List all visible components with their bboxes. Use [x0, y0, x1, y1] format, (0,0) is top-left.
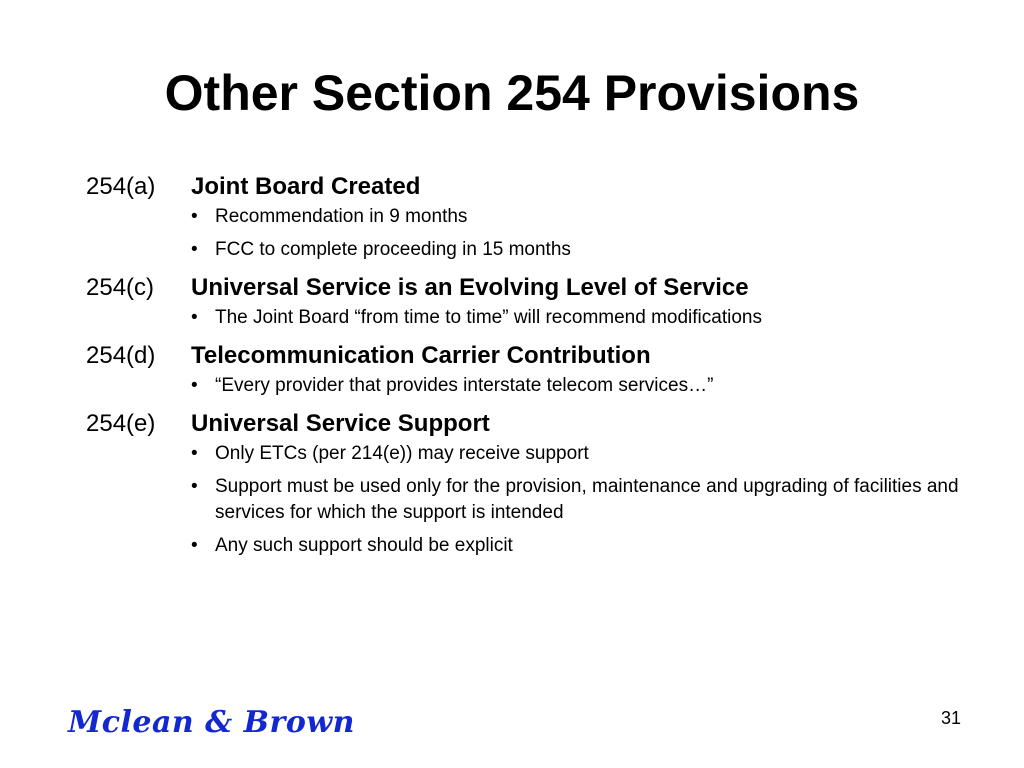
section-heading — [86, 170, 986, 204]
bullet-icon: • — [191, 375, 198, 396]
slide-title: Other Section 254 Provisions — [164, 65, 860, 121]
bullet-icon: • — [191, 307, 198, 328]
section-title: Joint Board Created — [191, 173, 421, 200]
section-254e — [86, 407, 986, 559]
bullet-text: FCC to complete proceeding in 15 months — [215, 239, 571, 260]
section-heading — [86, 407, 986, 441]
section-code: 254(d) — [86, 342, 156, 369]
bullet-item — [191, 533, 986, 559]
bullet-item — [191, 237, 986, 263]
bullet-item — [191, 474, 986, 526]
bullet-item — [191, 373, 986, 399]
section-code: 254(c) — [86, 274, 155, 301]
bullet-icon: • — [191, 535, 198, 556]
section-code: 254(e) — [86, 410, 156, 437]
bullet-list — [86, 305, 986, 331]
bullet-item — [191, 305, 986, 331]
section-title: Telecommunication Carrier Contribution — [191, 342, 651, 369]
page-number: 31 — [940, 708, 961, 728]
section-254c — [86, 271, 986, 331]
bullet-item — [191, 204, 986, 230]
section-heading — [86, 271, 986, 305]
section-254a — [86, 170, 986, 263]
bullet-text: Any such support should be explicit — [215, 535, 513, 556]
bullet-list — [86, 441, 986, 559]
section-title: Universal Service Support — [191, 410, 490, 437]
company-logo: Mclean & Brown — [68, 705, 355, 740]
bullet-text: “Every provider that provides interstate telecom services…” — [215, 375, 714, 396]
bullet-list — [86, 204, 986, 263]
bullet-text: Only ETCs (per 214(e)) may receive support — [215, 443, 589, 464]
bullet-text: The Joint Board “from time to time” will recommend modifications — [215, 307, 762, 328]
bullet-icon: • — [191, 206, 198, 227]
bullet-icon: • — [191, 476, 198, 497]
bullet-list — [86, 373, 986, 399]
bullet-text: Support must be used only for the provision, maintenance and upgrading of facilities and services for which the support is intended — [215, 476, 959, 523]
section-254d — [86, 339, 986, 399]
section-code: 254(a) — [86, 173, 156, 200]
section-title: Universal Service is an Evolving Level of Service — [191, 274, 749, 301]
bullet-icon: • — [191, 443, 198, 464]
slide-content — [86, 170, 986, 567]
bullet-icon: • — [191, 239, 198, 260]
bullet-item — [191, 441, 986, 467]
section-heading — [86, 339, 986, 373]
bullet-text: Recommendation in 9 months — [215, 206, 468, 227]
